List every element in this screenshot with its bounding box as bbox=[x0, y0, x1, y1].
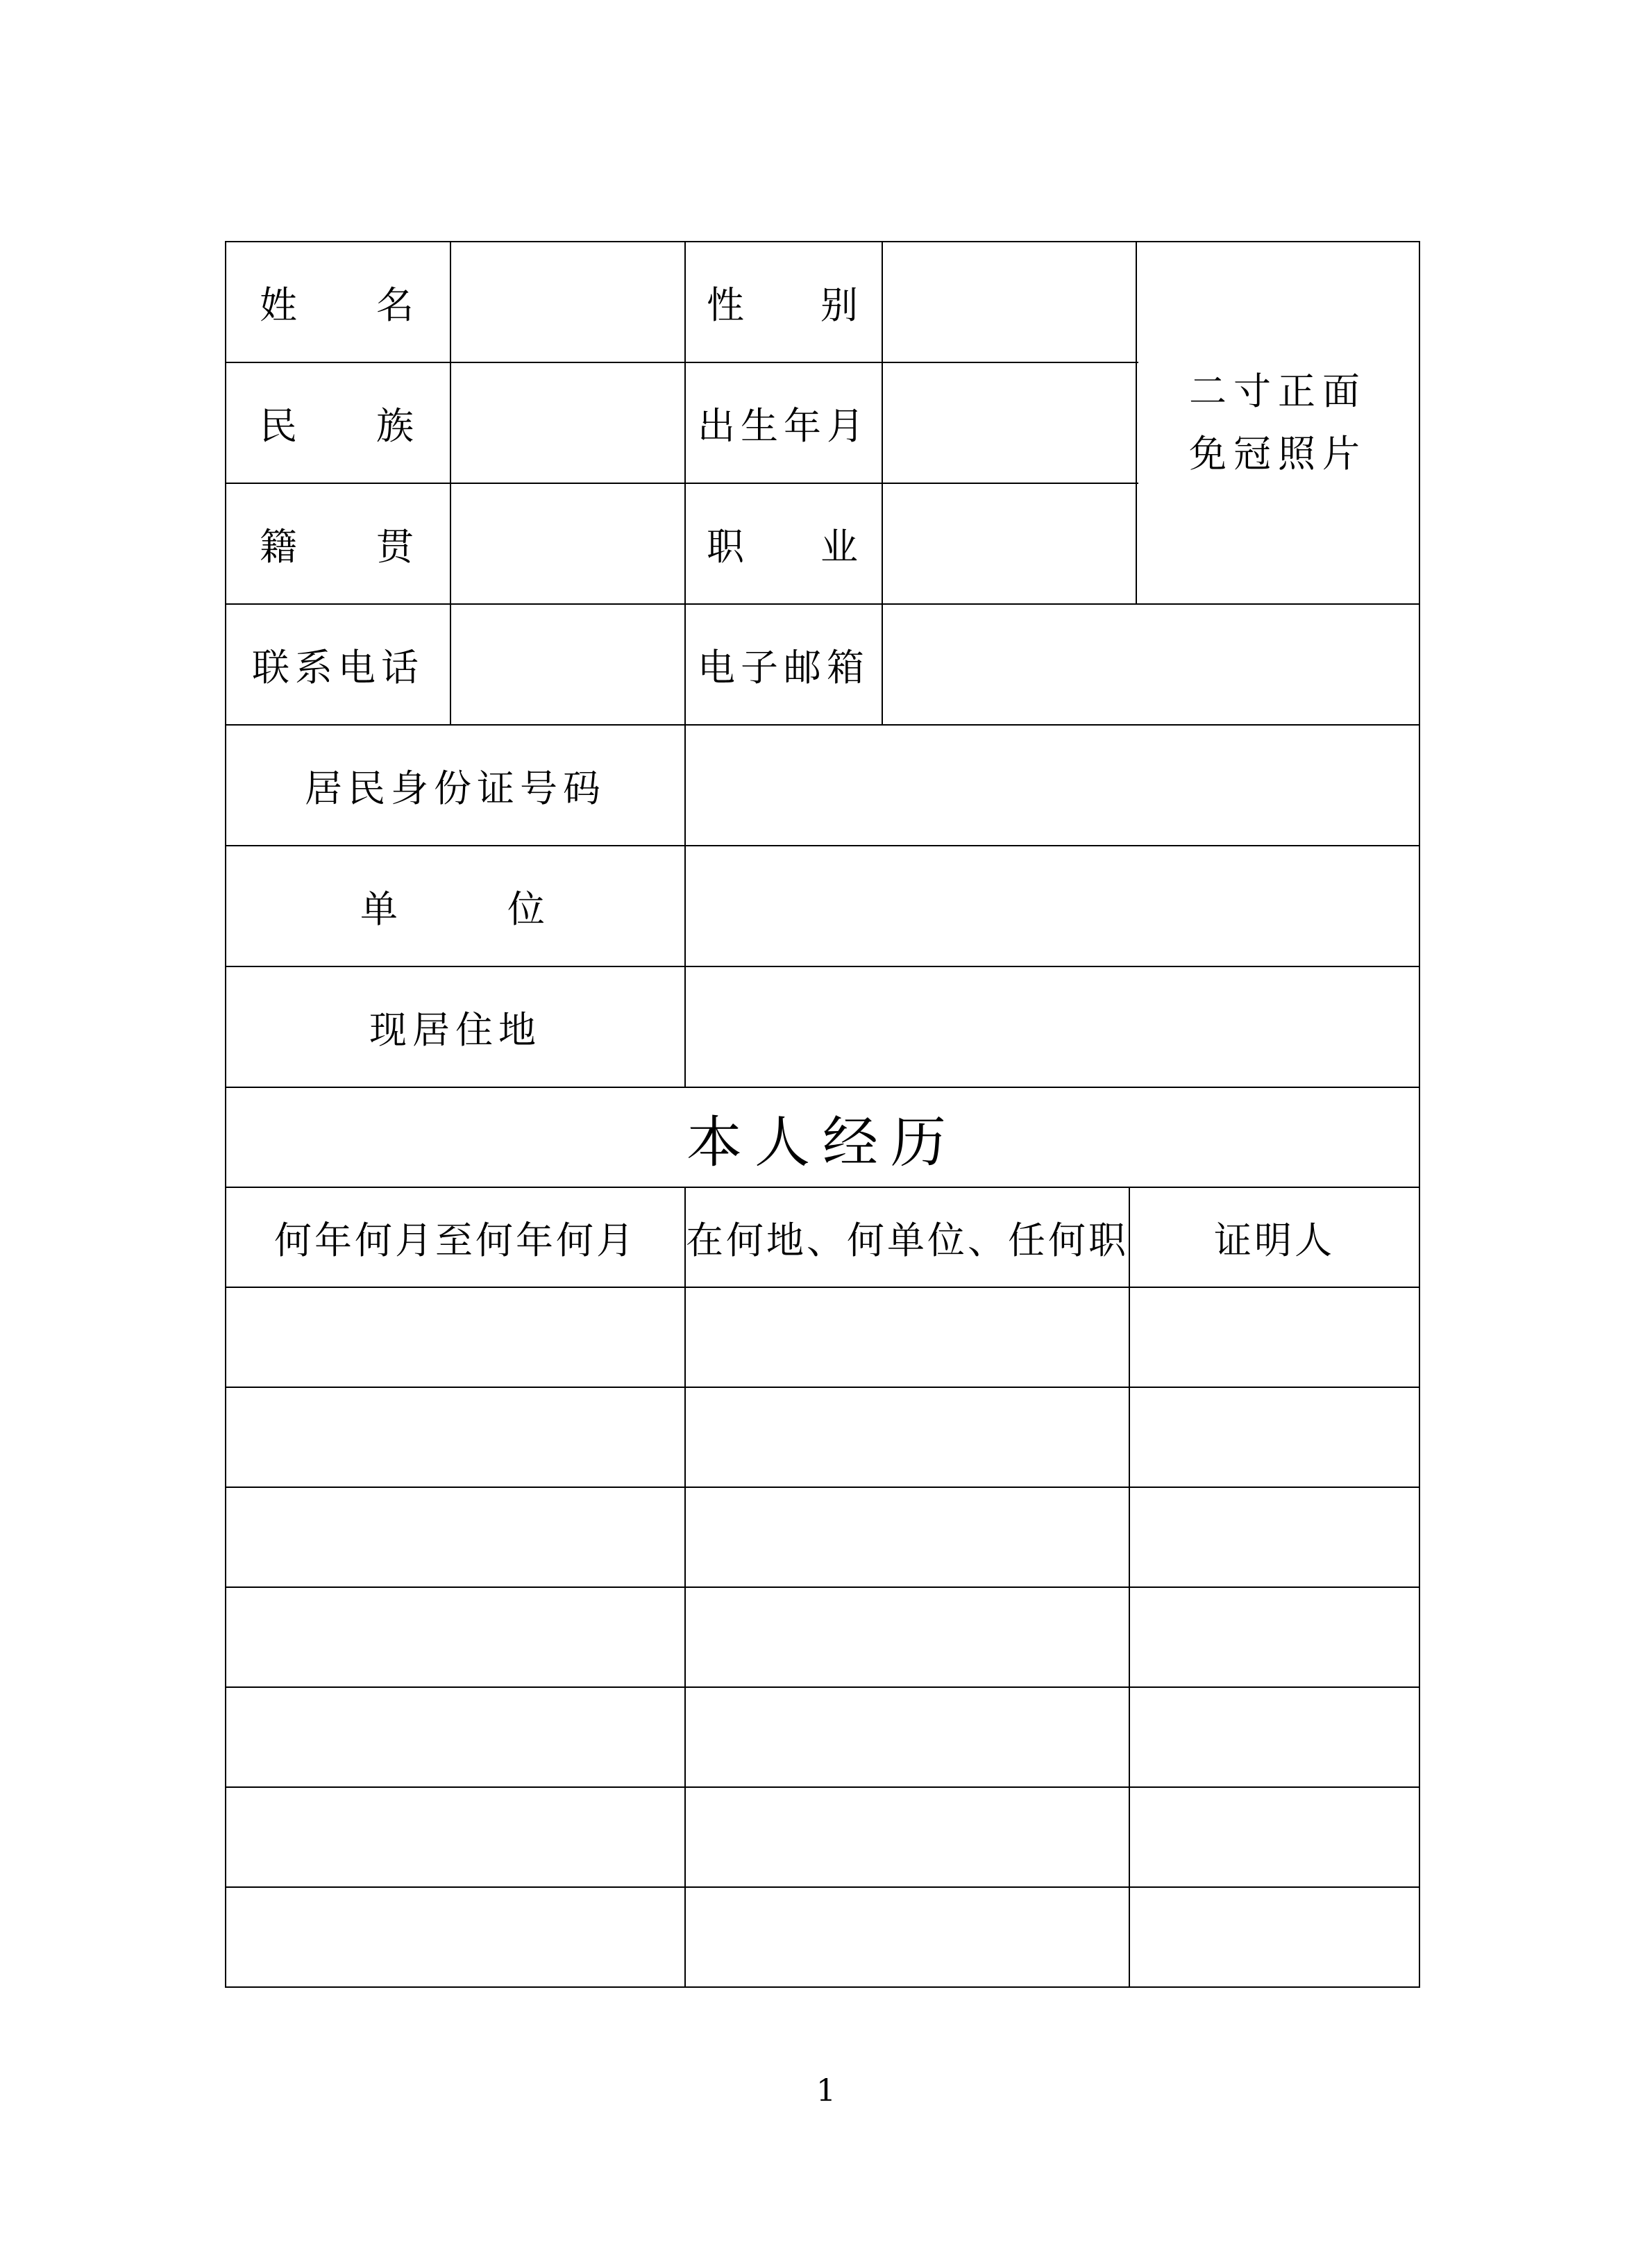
experience-row-4-witness-cell[interactable] bbox=[1130, 1588, 1419, 1686]
occupation-label-char1: 职 bbox=[707, 524, 750, 569]
native-place-label-char1: 籍 bbox=[260, 524, 303, 569]
experience-row-5-position-cell[interactable] bbox=[686, 1688, 1129, 1786]
phone-label: 联系电话 bbox=[252, 645, 424, 689]
experience-row-7-witness-cell[interactable] bbox=[1130, 1888, 1419, 1986]
residence-label: 现居住地 bbox=[369, 1007, 541, 1052]
page-number: 1 bbox=[816, 2073, 836, 2109]
experience-header-witness: 证明人 bbox=[1214, 1218, 1335, 1262]
photo-text-line1: 二寸正面 bbox=[1189, 369, 1367, 413]
photo-text-line2: 免冠照片 bbox=[1189, 432, 1367, 476]
experience-row-2-period-cell[interactable] bbox=[226, 1388, 684, 1487]
experience-row-7-position-cell[interactable] bbox=[686, 1888, 1129, 1986]
experience-header-period: 何年何月至何年何月 bbox=[274, 1218, 637, 1262]
birth-label: 出生年月 bbox=[698, 403, 870, 448]
native-place-label bbox=[226, 484, 450, 603]
employer-label-char1: 单 bbox=[360, 887, 403, 931]
occupation-label bbox=[686, 484, 882, 603]
experience-row-6-position-cell[interactable] bbox=[686, 1788, 1129, 1886]
gender-label-char2: 别 bbox=[820, 283, 863, 327]
experience-row-5-witness-cell[interactable] bbox=[1130, 1688, 1419, 1786]
experience-row-6-period-cell[interactable] bbox=[226, 1788, 684, 1886]
name-label-char2: 名 bbox=[376, 283, 419, 327]
experience-row-4-period-cell[interactable] bbox=[226, 1588, 684, 1686]
ethnicity-input-cell[interactable] bbox=[451, 363, 684, 483]
experience-row-4-position-cell[interactable] bbox=[686, 1588, 1129, 1686]
gender-label-char1: 性 bbox=[707, 283, 750, 327]
occupation-input-cell[interactable] bbox=[883, 484, 1136, 603]
ethnicity-label-char2: 族 bbox=[376, 403, 419, 448]
native-place-label-char2: 贯 bbox=[376, 524, 419, 569]
id-number-label: 居民身份证号码 bbox=[305, 766, 606, 810]
birth-input-cell[interactable] bbox=[883, 363, 1136, 483]
table-border-bottom bbox=[225, 1986, 1420, 1988]
experience-section-title: 本人经历 bbox=[686, 1110, 959, 1175]
experience-row-3-witness-cell[interactable] bbox=[1130, 1488, 1419, 1586]
experience-row-2-position-cell[interactable] bbox=[686, 1388, 1129, 1487]
name-label-char1: 姓 bbox=[260, 283, 303, 327]
employer-input-cell[interactable] bbox=[686, 846, 1419, 966]
email-label: 电子邮箱 bbox=[698, 645, 870, 689]
experience-row-3-position-cell[interactable] bbox=[686, 1488, 1129, 1586]
residence-input-cell[interactable] bbox=[686, 967, 1419, 1087]
id-number-input-cell[interactable] bbox=[686, 726, 1419, 845]
ethnicity-label bbox=[226, 363, 450, 483]
phone-input-cell[interactable] bbox=[451, 605, 684, 724]
experience-row-7-period-cell[interactable] bbox=[226, 1888, 684, 1986]
native-place-input-cell[interactable] bbox=[451, 484, 684, 603]
employer-label bbox=[226, 846, 684, 966]
email-input-cell[interactable] bbox=[883, 605, 1419, 724]
experience-row-1-period-cell[interactable] bbox=[226, 1288, 684, 1387]
gender-input-cell[interactable] bbox=[883, 242, 1136, 362]
gender-label bbox=[686, 242, 882, 362]
experience-row-6-witness-cell[interactable] bbox=[1130, 1788, 1419, 1886]
table-border-right bbox=[1419, 241, 1420, 1988]
experience-header-position: 在何地、何单位、任何职 bbox=[686, 1218, 1129, 1262]
experience-row-1-witness-cell[interactable] bbox=[1130, 1288, 1419, 1387]
name-input-cell[interactable] bbox=[451, 242, 684, 362]
occupation-label-char2: 业 bbox=[820, 524, 863, 569]
experience-row-1-position-cell[interactable] bbox=[686, 1288, 1129, 1387]
employer-label-char2: 位 bbox=[507, 887, 550, 931]
experience-row-3-period-cell[interactable] bbox=[226, 1488, 684, 1586]
experience-row-5-period-cell[interactable] bbox=[226, 1688, 684, 1786]
photo-placeholder[interactable] bbox=[1137, 242, 1419, 603]
name-label bbox=[226, 242, 450, 362]
ethnicity-label-char1: 民 bbox=[260, 403, 303, 448]
experience-row-2-witness-cell[interactable] bbox=[1130, 1388, 1419, 1487]
